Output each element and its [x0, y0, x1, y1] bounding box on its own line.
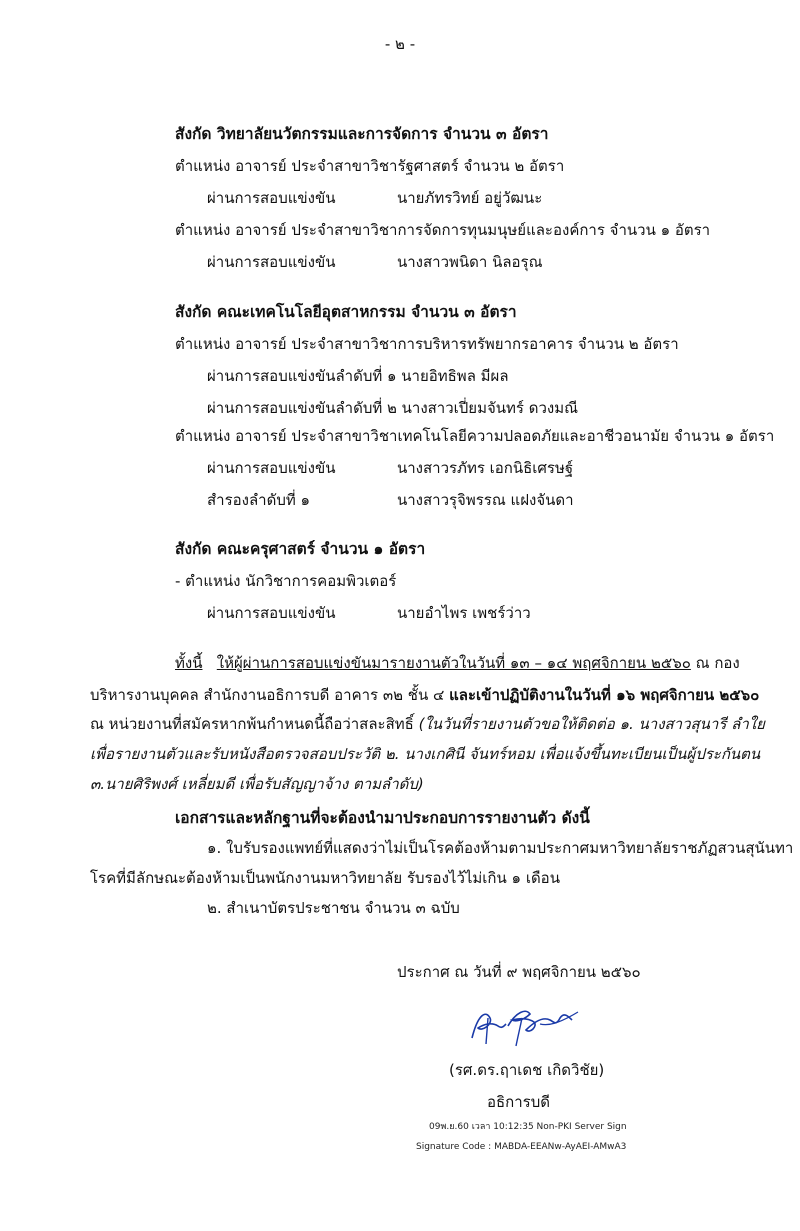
report-line-3	[90, 714, 765, 734]
result-label: ผ่านการสอบแข่งขัน	[207, 459, 336, 477]
candidate-line: ผ่านการสอบแข่งขันลำดับที่ ๒ นางสาวเปี่ยมจันทร์ ดวงมณี	[207, 399, 579, 417]
result-label: ผ่านการสอบแข่งขัน	[207, 604, 336, 622]
esign-code: Signature Code : MABDA-EEANw-AyAEI-AMwA3	[416, 1142, 627, 1152]
report-line-5: ๓.นายศิริพงศ์ เหลี่ยมดี เพื่อรับสัญญาจ้าง ตามลำดับ)	[90, 775, 424, 793]
position-line: - ตำแหน่ง นักวิชาการคอมพิวเตอร์	[175, 572, 397, 590]
report-line-2	[90, 685, 759, 705]
candidate-name: นางสาวรุจิพรรณ แฝงจันดา	[397, 491, 574, 509]
result-label: สำรองลำดับที่ ๑	[207, 491, 311, 509]
section-heading: สังกัด คณะครุศาสตร์ จำนวน ๑ อัตรา	[175, 540, 426, 558]
documents-item-2: ๒. สำเนาบัตรประชาชน จำนวน ๓ ฉบับ	[207, 899, 460, 917]
documents-item-1-cont: โรคที่มีลักษณะต้องห้ามเป็นพนักงานมหาวิทยาลัย รับรองไว้ไม่เกิน ๑ เดือน	[90, 869, 560, 887]
report-line-1	[175, 653, 740, 673]
section-heading: สังกัด วิทยาลัยนวัตกรรมและการจัดการ จำนวน ๓ อัตรา	[175, 125, 549, 143]
section-heading: สังกัด คณะเทคโนโลยีอุตสาหกรรม จำนวน ๓ อัตรา	[175, 303, 517, 321]
documents-heading: เอกสารและหลักฐานที่จะต้องนำมาประกอบการรายงานตัว ดังนี้	[175, 809, 590, 827]
candidate-name: นายภัทรวิทย์ อยู่วัฒนะ	[397, 189, 543, 207]
candidate-name: นางสาวรภัทร เอกนิธิเศรษฐ์	[397, 459, 574, 477]
report-forfeit: ณ หน่วยงานที่สมัครหากพ้นกำหนดนี้ถือว่าสละสิทธิ์	[90, 715, 414, 733]
report-contact-1: (ในวันที่รายงานตัวขอให้ติดต่อ ๑. นางสาวสุนารี ลำใย	[418, 715, 765, 733]
position-line: ตำแหน่ง อาจารย์ ประจำสาขาวิชาการจัดการทุนมนุษย์และองค์การ จำนวน ๑ อัตรา	[175, 221, 711, 239]
candidate-line: ผ่านการสอบแข่งขันลำดับที่ ๑ นายอิทธิพล มีผล	[207, 367, 509, 385]
page-number: - ๒ -	[384, 35, 416, 53]
report-line-4: เพื่อรายงานตัวและรับหนังสือตรวจสอบประวัติ ๒. นางเกศินี จันทร์หอม เพื่อแจ้งขึ้นทะเบียนเป็นผู้ประกันตน	[90, 745, 761, 763]
report-start-date: และเข้าปฏิบัติงานในวันที่ ๑๖ พฤศจิกายน ๒๕๖๐	[449, 686, 760, 704]
result-label: ผ่านการสอบแข่งขัน	[207, 189, 336, 207]
signatory-name: (รศ.ดร.ฤาเดช เกิดวิชัย)	[449, 1061, 605, 1079]
position-line: ตำแหน่ง อาจารย์ ประจำสาขาวิชารัฐศาสตร์ จำนวน ๒ อัตรา	[175, 157, 565, 175]
handwritten-signature	[468, 1004, 588, 1048]
report-place: ณ กอง	[695, 654, 740, 672]
signatory-title: อธิการบดี	[487, 1093, 550, 1111]
documents-item-1: ๑. ใบรับรองแพทย์ที่แสดงว่าไม่เป็นโรคต้องห้ามตามประกาศมหาวิทยาลัยราชภัฏสวนสุนันทา	[207, 839, 794, 857]
report-lead: ทั้งนี้	[175, 654, 203, 672]
candidate-name: นางสาวพนิดา นิลอรุณ	[397, 253, 543, 271]
announce-date: ประกาศ ณ วันที่ ๙ พฤศจิกายน ๒๕๖๐	[397, 963, 641, 981]
report-dates: ให้ผู้ผ่านการสอบแข่งขันมารายงานตัวในวันที่ ๑๓ – ๑๔ พฤศจิกายน ๒๕๖๐	[216, 654, 691, 672]
position-line: ตำแหน่ง อาจารย์ ประจำสาขาวิชาเทคโนโลยีความปลอดภัยและอาชีวอนามัย จำนวน ๑ อัตรา	[175, 427, 775, 445]
result-label: ผ่านการสอบแข่งขัน	[207, 253, 336, 271]
candidate-name: นายอำไพร เพชร์ว่าว	[397, 604, 531, 622]
report-office: บริหารงานบุคคล สำนักงานอธิการบดี อาคาร ๓๒ ชั้น ๔	[90, 686, 445, 704]
position-line: ตำแหน่ง อาจารย์ ประจำสาขาวิชาการบริหารทรัพยากรอาคาร จำนวน ๒ อัตรา	[175, 335, 679, 353]
esign-timestamp: 09พ.ย.60 เวลา 10:12:35 Non-PKI Server Sign	[429, 1122, 627, 1132]
